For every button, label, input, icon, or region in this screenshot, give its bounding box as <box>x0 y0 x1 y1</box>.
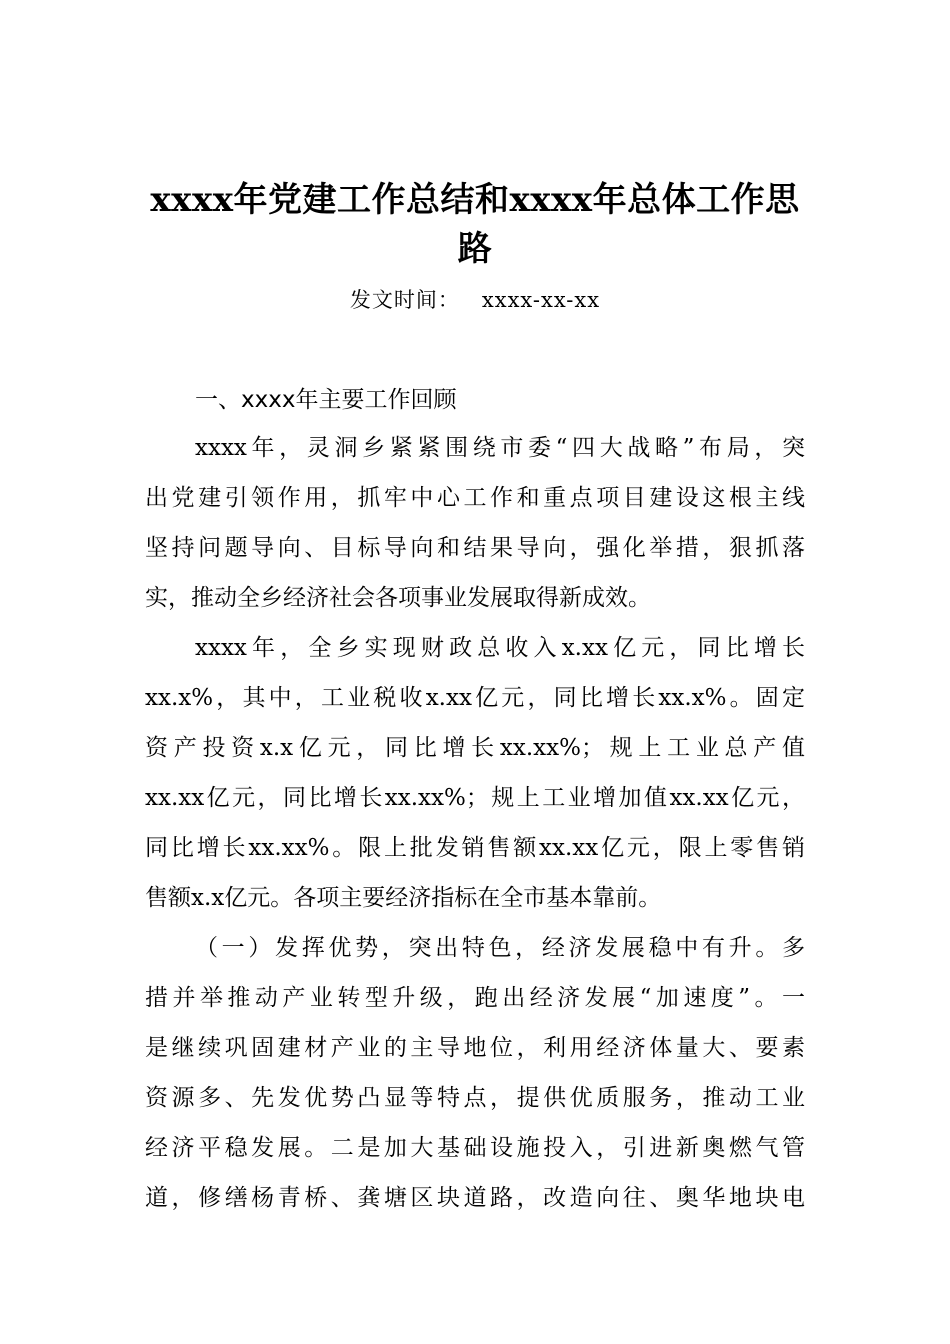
paragraph-3-line-2: 措并举推动产业转型升级，跑出经济发展“加速度”。一 <box>145 985 805 1011</box>
paragraph-3-line-3: 是继续巩固建材产业的主导地位，利用经济体量大、要素 <box>145 1035 805 1061</box>
paragraph-3-line-5: 经济平稳发展。二是加大基础设施投入，引进新奥燃气管 <box>145 1135 805 1161</box>
document-title-line-1: xxxx年党建工作总结和xxxx年总体工作思 <box>150 180 800 220</box>
publish-date-value: xxxx-xx-xx <box>481 288 601 312</box>
paragraph-2-line-2: xx.x%，其中，工业税收x.xx亿元，同比增长xx.x%。固定 <box>145 685 805 711</box>
publish-date-label: 发文时间： <box>349 288 460 312</box>
paragraph-2-line-6: 售额x.x亿元。各项主要经济指标在全市基本靠前。 <box>145 885 662 911</box>
document-title-line-2: 路 <box>457 229 493 269</box>
paragraph-1-line-1: xxxx年，灵洞乡紧紧围绕市委“四大战略”布局，突 <box>195 435 805 461</box>
paragraph-1-line-2: 出党建引领作用，抓牢中心工作和重点项目建设这根主线 <box>145 485 805 511</box>
paragraph-1-line-4: 实，推动全乡经济社会各项事业发展取得新成效。 <box>145 585 651 611</box>
paragraph-2-line-4: xx.xx亿元，同比增长xx.xx%；规上工业增加值xx.xx亿元， <box>145 785 805 811</box>
section-heading: 一、xxxx年主要工作回顾 <box>195 387 457 413</box>
paragraph-2-line-5: 同比增长xx.xx%。限上批发销售额xx.xx亿元，限上零售销 <box>145 835 805 861</box>
paragraph-3-line-6: 道，修缮杨青桥、龚塘区块道路，改造向往、奥华地块电 <box>145 1185 805 1211</box>
paragraph-3-line-1: （一）发挥优势，突出特色，经济发展稳中有升。多 <box>195 935 805 961</box>
paragraph-3-line-4: 资源多、先发优势凸显等特点，提供优质服务，推动工业 <box>145 1085 805 1111</box>
publish-date <box>0 284 950 316</box>
paragraph-2-line-1: xxxx年，全乡实现财政总收入x.xx亿元，同比增长 <box>195 635 805 661</box>
paragraph-2-line-3: 资产投资x.x亿元，同比增长xx.xx%；规上工业总产值 <box>145 735 805 761</box>
paragraph-1-line-3: 坚持问题导向、目标导向和结果导向，强化举措，狠抓落 <box>145 535 805 561</box>
